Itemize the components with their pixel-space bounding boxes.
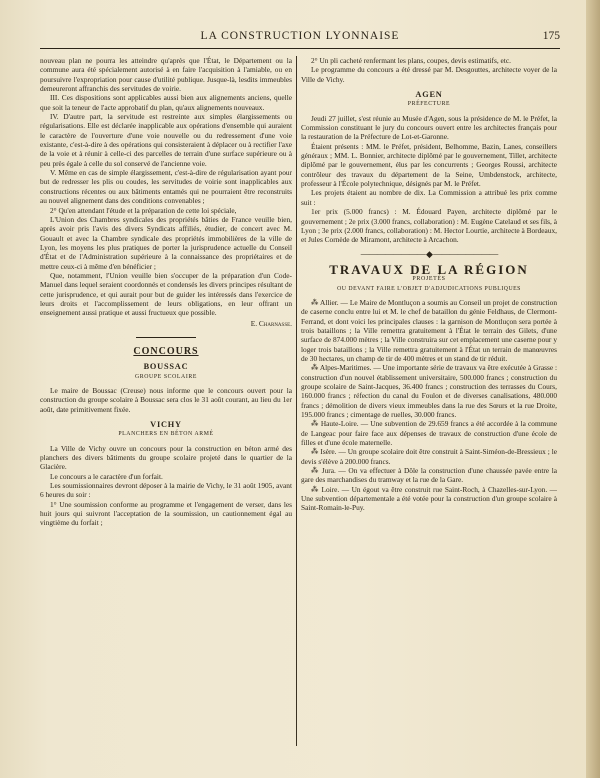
page-number: 175 bbox=[542, 30, 560, 42]
paragraph: III. Ces dispositions sont applicables aussi bien aux alignements anciens, quelle que soit la teneur de l'acte approbatif du plan, qu'aux alignements nouveaux. bbox=[40, 93, 292, 112]
column-divider bbox=[296, 56, 297, 746]
vichy-subheading: PLANCHERS EN BÉTON ARMÉ bbox=[118, 431, 214, 438]
paragraph: Jeudi 27 juillet, s'est réunie au Musée d'Agen, sous la présidence de M. le Préfet, la Commission constituant le jury du concours ouvert entre les architectes français pour la restauration de la Préfecture de Lot-et-Garonne. bbox=[301, 113, 557, 142]
travaux-subheading: PROJETÉS bbox=[412, 276, 446, 283]
paragraph: IV. D'autre part, la servitude est restreinte aux simples élargissements ou régularisations. Elle est déclarée inapplicable aux opérations d'ensemble qui auraient le caractère de l'ouverture d'une voie nouvelle ou du redressement d'une voie existante, c'est-à-dire à des opérations qui consisteraient à déplacer ou à rectifier l'axe de la voie et à réunir à celle-ci des parcelles de terrain d'une surface supérieure ou à peu près égale à celle du sol conservé de l'ancienne voie. bbox=[40, 112, 292, 168]
author-signature: E. Charnasse. bbox=[250, 318, 292, 328]
paragraph: La Ville de Vichy ouvre un concours pour la construction en béton armé des planchers des divers bâtiments du groupe scolaire projeté dans le quartier de la Glacière. bbox=[40, 443, 292, 472]
paragraph: 1er prix (5.000 francs) : M. Édouard Payen, architecte diplômé par le gouvernement ; 2e prix (3.000 francs, collaboration) : M. Eugène Catelaud et ses fils, à Lyon ; 3e prix (2.000 francs, collaboration) : M. Hector Lourtie, architecte à Bordeaux, et Jules Cornède de Miramont, architecte à Arcachon. bbox=[301, 207, 557, 245]
travaux-heading: TRAVAUX DE LA RÉGION bbox=[329, 261, 529, 277]
header-rule bbox=[40, 48, 560, 49]
paragraph: Étaient présents : MM. le Préfet, président, Belhomme, Bazin, Lanes, conseillers généraux ; MM. L. Bonnier, architecte diplômé par le gouvernement, Tillet, architecte diplômé par le gouvernement, élus par les concurrents ; Georges Roussi, architecte contrôleur des travaux du département de la Seine, Umbdenstock, architecte, professeur à l'École polytechnique, désignés par M. le Préfet. bbox=[301, 141, 557, 189]
agen-heading: AGEN bbox=[415, 90, 443, 100]
paragraph: ⁂ Isère. — Un groupe scolaire doit être construit à Saint-Siméon-de-Bressieux ; le devis s'élève à 200.000 francs. bbox=[301, 447, 557, 466]
right-column bbox=[301, 56, 557, 513]
paragraph: V. Même en cas de simple élargissement, c'est-à-dire de régularisation ayant pour but de redresser les plis ou coudes, les servitudes de voirie sont inapplicables aux constructions récentes ou aux bâtiments entamés qui ne pourraient être reconstruits au nouvel alignement dans des conditions convenables ; bbox=[40, 168, 292, 206]
ornament-divider: ———————— ◆ ———————— bbox=[360, 248, 498, 259]
page-header bbox=[40, 30, 560, 48]
paragraph: Le concours a le caractère d'un forfait. bbox=[50, 471, 163, 481]
paragraph: Le programme du concours a été dressé par M. Desgouttes, architecte voyer de la Ville de Vichy. bbox=[301, 65, 557, 84]
paragraph: 1° Une soumission conforme au programme et l'engagement de verser, dans les huit jours qui suivront l'acceptation de la soumission, un cautionnement égal au vingtième du forfait ; bbox=[40, 499, 292, 528]
paragraph: ⁂ Haute-Loire. — Une subvention de 29.659 francs a été accordée à la commune de Langeac pour faire face aux dépenses de travaux de construction d'une école de filles et d'une école maternelle. bbox=[301, 419, 557, 448]
paragraph: Le maire de Boussac (Creuse) nous informe que le concours ouvert pour la construction du groupe scolaire à Boussac sera clos le 31 août courant, au lieu du 1er août, date primitivement fixée. bbox=[40, 386, 292, 414]
paragraph: Les soumissionnaires devront déposer à la mairie de Vichy, le 31 août 1905, avant 6 heures du soir : bbox=[40, 481, 292, 500]
concours-heading: CONCOURS bbox=[133, 345, 199, 357]
paragraph: Que, notamment, l'Union veuille bien s'occuper de la préparation d'un Code-Manuel dans lequel seraient coordonnés et condensés les divers principes résultant de cette jurisprudence, et qui aurait pour but de guider les intéressés dans l'exercice de leurs droits et l'accomplissement de leurs obligations, en leur offrant un enseignement aussi pratique et aussi fructueux que possible. bbox=[40, 270, 292, 318]
vichy-heading: VICHY bbox=[150, 420, 182, 430]
paragraph: 2° Un pli cacheté renfermant les plans, coupes, devis estimatifs, etc. bbox=[311, 56, 511, 65]
paragraph: 2° Qu'en attendant l'étude et la préparation de cette loi spéciale, bbox=[50, 205, 237, 215]
boussac-subheading: GROUPE SCOLAIRE bbox=[135, 373, 197, 380]
journal-title: LA CONSTRUCTION LYONNAISE bbox=[200, 30, 400, 42]
paragraph: L'Union des Chambres syndicales des propriétés bâties de France veuille bien, après avoir pris l'avis des divers Syndicats affiliés, étudier, de concert avec M. Gouault et avec la Chambre syndicale des propriétés immobilières de la ville de Lyon, les moyens les plus pratiques de porter la jurisprudence actuelle du Conseil d'État et de l'Administration supérieure à la connaissance des propriétaires et de mettre ceux-ci à même d'en bénéficier ; bbox=[40, 214, 292, 271]
travaux-subheading-2: OU DEVANT FAIRE L'OBJET D'ADJUDICATIONS PUBLIQUES bbox=[337, 285, 521, 292]
paragraph: nouveau plan ne pourra les atteindre qu'après que l'État, le Département ou la commune aura été spécialement autorisé à en faire l'acquisition à l'amiable, ou en poursuivre l'expropriation pour cause d'utilité publique. Jusque-là, lesdits immeubles demeureront affranchis des servitudes de voirie. bbox=[40, 56, 292, 94]
paragraph: ⁂ Allier. — Le Maire de Montluçon a soumis au Conseil un projet de construction de caserne conclu entre lui et M. le chef de bataillon du génie Feldhaus, de Clermont-Ferrand, et dont voici les principales clauses : la garnison de Montluçon sera portée à trois bataillons ; la Ville remettra gratuitement à l'État le terrain des Gilets, d'une surface de 874.000 mètres ; la Ville construira sur cet emplacement une caserne pour y loger trois bataillons ; la Ville remettra gratuitement à l'État un terrain de manœuvres de 30 hectares, un champ de tir de 400 mètres et un stand de tir réduit. bbox=[301, 297, 557, 363]
agen-subheading: PRÉFECTURE bbox=[407, 101, 451, 108]
paragraph: ⁂ Loire. — Un égout va être construit rue Saint-Roch, à Chazelles-sur-Lyon. — Une subvention départementale a été votée pour la construction d'un groupe scolaire à Saint-Romain-le-Puy. bbox=[301, 484, 557, 513]
boussac-heading: BOUSSAC bbox=[143, 362, 189, 372]
paragraph: Les projets étaient au nombre de dix. La Commission a attribué les prix comme suit : bbox=[301, 188, 557, 207]
section-rule bbox=[136, 337, 196, 338]
book-spine bbox=[586, 0, 600, 778]
paragraph: ⁂ Jura. — On va effectuer à Dôle la construction d'une chaussée pavée entre la gare des marchandises du tramway et la rue de la Gare. bbox=[301, 466, 557, 485]
paragraph: ⁂ Alpes-Maritimes. — Une importante série de travaux va être exécutée à Grasse : construction d'un nouvel établissement universitaire, 500.000 francs ; construction du groupe scolaire de Saint-Jacques, 36.400 francs ; construction des terrasses du Cours, 160.000 francs ; réfection du canal du Foulon et de diverses canalisations, 480.000 francs ; démolition de divers vieux immeubles dans la rue des Sœurs et la rue Droite, 195.000 francs ; cimentage de ruelles, 30.000 francs. bbox=[301, 363, 557, 420]
left-column bbox=[40, 56, 292, 528]
